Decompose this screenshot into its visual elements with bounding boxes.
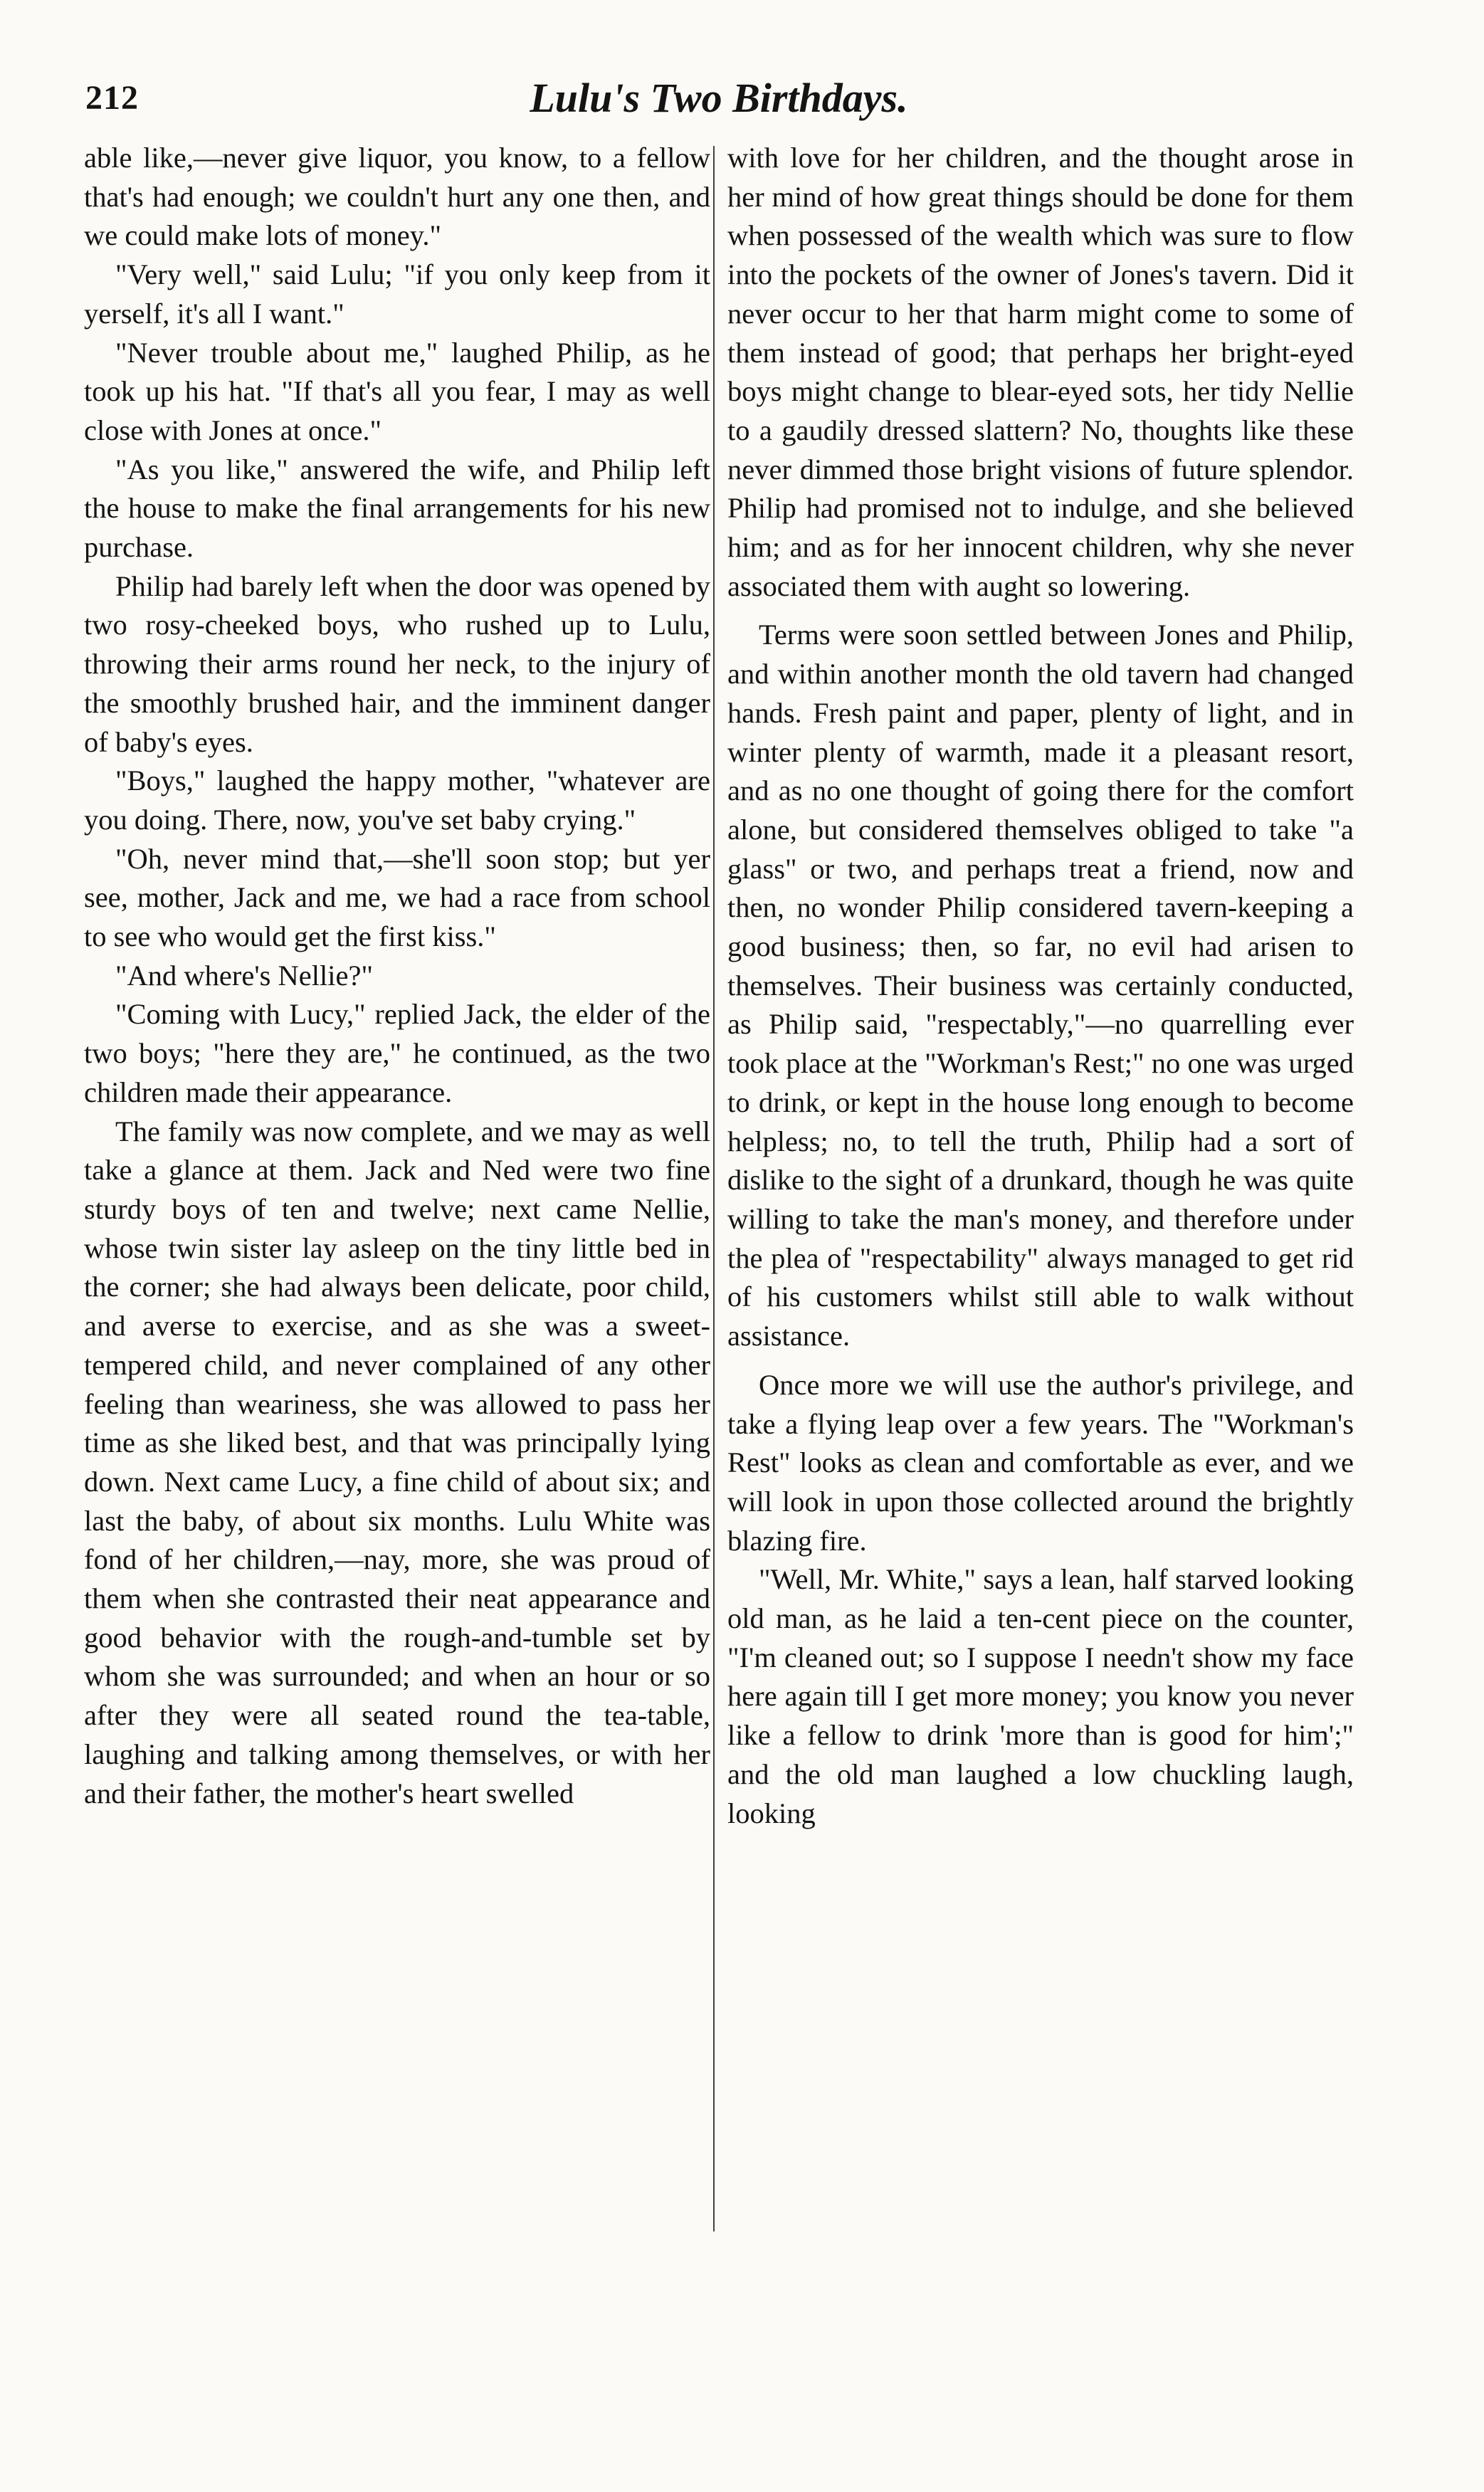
paragraph: "Well, Mr. White," says a lean, half starved looking old man, as he laid a ten-cent piece on the counter, "I'm cleaned out; so I suppose I needn't show my face here again till I get more money; you know you never like a fellow to drink 'more than is good for him';" and the old man laughed a low chuckling laugh, looking <box>727 1563 1354 1829</box>
paragraph: The family was now complete, and we may as well take a glance at them. Jack and Ned were two fine sturdy boys of ten and twelve; next came Nellie, whose twin sister lay asleep on the tiny little bed in the corner; she had always been delicate, poor child, and averse to exercise, and as she was a sweet-tempered child, and never complained of any other feeling than weariness, she was allowed to pass her time as she liked best, and that was principally lying down. Next came Lucy, a fine child of about six; and last the baby, of about six months. Lulu White was fond of her children,—nay, more, she was proud of them when she contrasted their neat appearance and good behavior with the rough-and-tumble set by whom she was surrounded; and when an hour or so after they were all seated round the tea-table, laughing and talking among themselves, or with her and their father, the mother's heart swelled <box>84 1115 710 1809</box>
paragraph: "Boys," laughed the happy mother, "whatever are you doing. There, now, you've set baby crying." <box>84 764 710 836</box>
right-column <box>727 139 1354 1833</box>
running-title: Lulu's Two Birthdays. <box>530 75 908 121</box>
paragraph: "Coming with Lucy," replied Jack, the elder of the two boys; "here they are," he continued, as the two children made their appearance. <box>84 998 710 1108</box>
paragraph: "Never trouble about me," laughed Philip, as he took up his hat. "If that's all you fear, I may as well close with Jones at once." <box>84 336 710 446</box>
paragraph: "Very well," said Lulu; "if you only keep from it yerself, it's all I want." <box>84 258 710 330</box>
paragraph: "As you like," answered the wife, and Philip left the house to make the final arrangements for his new purchase. <box>84 453 710 564</box>
page-number: 212 <box>85 79 139 117</box>
paragraph: "And where's Nellie?" <box>115 959 373 992</box>
paragraph: with love for her children, and the thought arose in her mind of how great things should be done for them when possessed of the wealth which was sure to flow into the pockets of the owner of Jones's tavern. Did it never occur to her that harm might come to some of them instead of good; that perhaps her bright-eyed boys might change to blear-eyed sots, her tidy Nellie to a gaudily dressed slattern? No, thoughts like these never dimmed those bright visions of future splendor. Philip had promised not to indulge, and she believed him; and as for her innocent children, why she never associated them with aught so lowering. <box>727 142 1354 602</box>
paragraph: Philip had barely left when the door was opened by two rosy-cheeked boys, who rushed up to Lulu, throwing their arms round her neck, to the injury of the smoothly brushed hair, and the imminent danger of baby's eyes. <box>84 569 710 758</box>
paragraph: "Oh, never mind that,—she'll soon stop; but yer see, mother, Jack and me, we had a race from school to see who would get the first kiss." <box>84 842 710 953</box>
paragraph: Terms were soon settled between Jones and Philip, and within another month the old tavern had changed hands. Fresh paint and paper, plenty of light, and in winter plenty of warmth, made it a pleasant resort, and as no one thought of going there for the comfort alone, but considered themselves obliged to take "a glass" or two, and perhaps treat a friend, now and then, no wonder Philip considered tavern-keeping a good business; then, so far, no evil had arisen to themselves. Their business was certainly conducted, as Philip said, "respectably,"—no quarrelling ever took place at the "Workman's Rest;" no one was urged to drink, or kept in the house long enough to become helpless; no, to tell the truth, Philip had a sort of dislike to the sight of a drunkard, though he was quite willing to take the man's money, and therefore under the plea of "respectability" always managed to get rid of his customers whilst still able to walk without assistance. <box>727 619 1354 1352</box>
paragraph: Once more we will use the author's privilege, and take a flying leap over a few years. The "Workman's Rest" looks as clean and comfortable as ever, and we will look in upon those collected around the brightly blazing fire. <box>727 1368 1354 1557</box>
left-column <box>84 139 710 1813</box>
paragraph: able like,—never give liquor, you know, to a fellow that's had enough; we couldn't hurt any one then, and we could make lots of money." <box>84 142 710 252</box>
column-divider <box>713 146 715 2231</box>
page-header <box>85 75 1352 128</box>
